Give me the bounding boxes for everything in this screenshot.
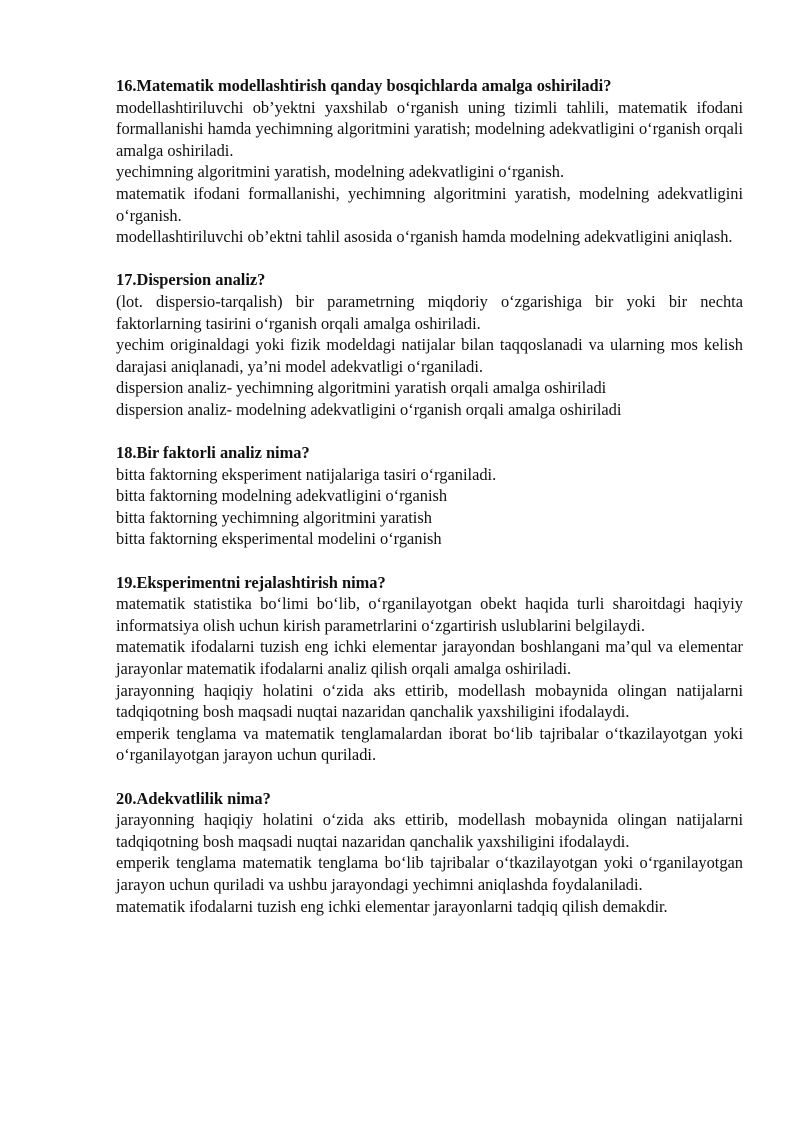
answer-option: jarayonning haqiqiy holatini o‘zida aks ettirib, modellash mobaynida olingan natijalarni tadqiqotning bosh maqsadi nuqtai nazaridan qanchalik yaxshiligini ifodalaydi. [116, 680, 743, 722]
question-16 [116, 75, 743, 248]
answer-option: jarayonning haqiqiy holatini o‘zida aks ettirib, modellash mobaynida olingan natijalarni tadqiqotning bosh maqsadi nuqtai nazaridan qanchalik yaxshiligini ifodalaydi. [116, 810, 743, 851]
answer-option: emperik tenglama va matematik tenglamalardan iborat bo‘lib tajribalar o‘tkazilayotgan yoki o‘rganilayotgan jarayon uchun quriladi. [116, 723, 743, 765]
answer-option: yechimning algoritmini yaratish, modelning adekvatligini o‘rganish. [116, 162, 565, 182]
answer-option: (lot. dispersio-tarqalish) bir parametrning miqdoriy o‘zgarishiga bir yoki bir nechta faktorlarning tasirini o‘rganish orqali amalga oshiriladi. [116, 291, 743, 333]
question-19 [116, 572, 743, 766]
question-title: 20.Adekvatlilik nima? [116, 788, 271, 808]
answer-option: dispersion analiz- modelning adekvatligini o‘rganish orqali amalga oshiriladi [116, 399, 622, 419]
answer-option: bitta faktorning yechimning algoritmini yaratish [116, 507, 432, 527]
answer-option: modellashtiriluvchi ob’yektni yaxshilab o‘rganish uning tizimli tahlili, matematik ifodani formallanishi hamda yechimning algoritmini yaratish; modelning adekvatligini o‘rganish orqali amalga oshiriladi. [116, 97, 743, 160]
answer-option: yechim originaldagi yoki fizik modeldagi natijalar bilan taqqoslanadi va ularning mos kelish darajasi aniqlanadi, ya’ni model adekvatligi o‘rganiladi. [116, 335, 743, 376]
answer-option: bitta faktorning eksperimental modelini o‘rganish [116, 529, 442, 549]
answer-option: bitta faktorning eksperiment natijalariga tasiri o‘rganiladi. [116, 464, 497, 484]
document-page [116, 75, 743, 939]
question-18 [116, 442, 743, 550]
answer-option: matematik ifodalarni tuzish eng ichki elementar jarayonlarni tadqiq qilish demakdir. [116, 896, 668, 916]
answer-option: matematik ifodalarni tuzish eng ichki elementar jarayondan boshlangani ma’qul va elementar jarayonlar matematik ifodalarni analiz qilish orqali amalga oshiriladi. [116, 637, 743, 679]
answer-option: matematik ifodani formallanishi, yechimning algoritmini yaratish, modelning adekvatligini o‘rganish. [116, 183, 743, 225]
question-17 [116, 269, 743, 420]
answer-option: modellashtiriluvchi ob’ektni tahlil asosida o‘rganish hamda modelning adekvatligini aniqlash. [116, 227, 733, 247]
question-title: 18.Bir faktorli analiz nima? [116, 443, 310, 463]
question-title: 16.Matematik modellashtirish qanday bosqichlarda amalga oshiriladi? [116, 76, 612, 95]
question-20 [116, 788, 743, 918]
question-title: 17.Dispersion analiz? [116, 270, 266, 290]
answer-option: emperik tenglama matematik tenglama bo‘lib tajribalar o‘tkazilayotgan yoki o‘rganilayotgan jarayon uchun quriladi va ushbu jarayondagi yechimni aniqlashda foydalaniladi. [116, 853, 743, 894]
answer-option: dispersion analiz- yechimning algoritmini yaratish orqali amalga oshiriladi [116, 378, 607, 398]
answer-option: matematik statistika bo‘limi bo‘lib, o‘rganilayotgan obekt haqida turli sharoitdagi haqiyiy informatsiya olish uchun kirish parametrlarini o‘zgartirish uslublarini belgilaydi. [116, 594, 743, 635]
answer-option: bitta faktorning modelning adekvatligini o‘rganish [116, 486, 448, 506]
question-title: 19.Eksperimentni rejalashtirish nima? [116, 572, 386, 592]
